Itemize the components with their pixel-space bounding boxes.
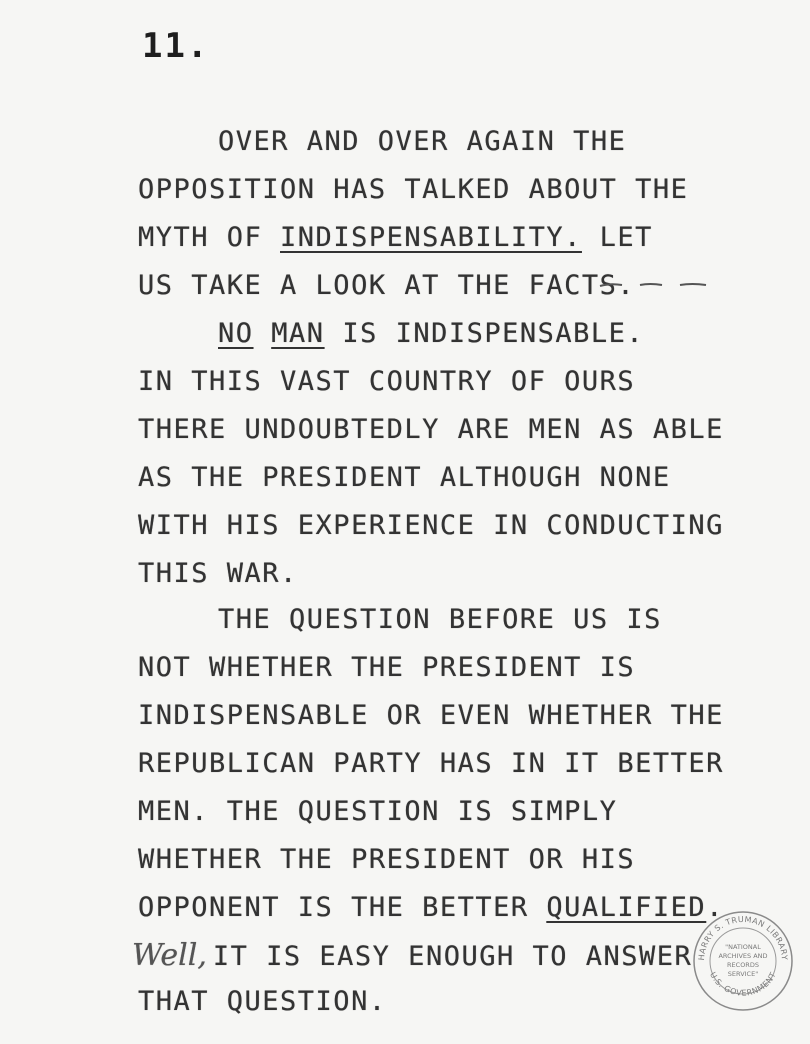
text-line	[132, 938, 692, 973]
text-segment: MYTH OF	[138, 222, 281, 253]
handwritten-dashes	[598, 280, 708, 290]
archive-stamp	[692, 910, 794, 1012]
text-segment: LET	[581, 222, 653, 253]
underlined-word: MAN	[271, 318, 325, 349]
svg-text:HARRY S. TRUMAN LIBRARY: HARRY S. TRUMAN LIBRARY	[696, 914, 790, 961]
underlined-word: QUALIFIED	[546, 892, 707, 923]
svg-text:ARCHIVES AND: ARCHIVES AND	[718, 952, 768, 960]
underlined-word: NO	[218, 318, 254, 349]
svg-text:RECORDS: RECORDS	[727, 961, 759, 969]
text-line: THAT QUESTION.	[138, 986, 387, 1017]
text-segment: IT IS EASY ENOUGH TO ANSWER	[212, 941, 693, 972]
text-line: US TAKE A LOOK AT THE FACTS.	[138, 270, 636, 301]
text-line: THIS WAR.	[138, 558, 298, 589]
text-line: WHETHER THE PRESIDENT OR HIS	[138, 844, 636, 875]
handwritten-annotation: Well,	[132, 938, 207, 973]
text-line: OVER AND OVER AGAIN THE	[218, 126, 627, 157]
text-line: IN THIS VAST COUNTRY OF OURS	[138, 366, 636, 397]
text-line: WITH HIS EXPERIENCE IN CONDUCTING	[138, 510, 724, 541]
underlined-word: INDISPENSABILITY.	[280, 222, 582, 253]
text-line: INDISPENSABLE OR EVEN WHETHER THE	[138, 700, 724, 731]
text-line	[138, 892, 724, 923]
text-segment: .	[706, 892, 724, 923]
svg-text:"NATIONAL: "NATIONAL	[725, 943, 761, 951]
text-line	[218, 318, 644, 349]
text-line: NOT WHETHER THE PRESIDENT IS	[138, 652, 636, 683]
svg-text:SERVICE": SERVICE"	[727, 970, 759, 978]
text-line: AS THE PRESIDENT ALTHOUGH NONE	[138, 462, 671, 493]
text-segment: OPPONENT IS THE BETTER	[138, 892, 547, 923]
svg-text:U.S. GOVERNMENT: U.S. GOVERNMENT	[708, 970, 778, 998]
text-line: THERE UNDOUBTEDLY ARE MEN AS ABLE	[138, 414, 724, 445]
text-line: MEN. THE QUESTION IS SIMPLY	[138, 796, 618, 827]
text-line: OPPOSITION HAS TALKED ABOUT THE	[138, 174, 689, 205]
text-segment: IS INDISPENSABLE.	[324, 318, 645, 349]
text-line: REPUBLICAN PARTY HAS IN IT BETTER	[138, 748, 724, 779]
page-number: 11.	[142, 26, 210, 66]
text-line	[138, 222, 653, 253]
text-segment	[254, 318, 272, 349]
text-line: THE QUESTION BEFORE US IS	[218, 604, 662, 635]
